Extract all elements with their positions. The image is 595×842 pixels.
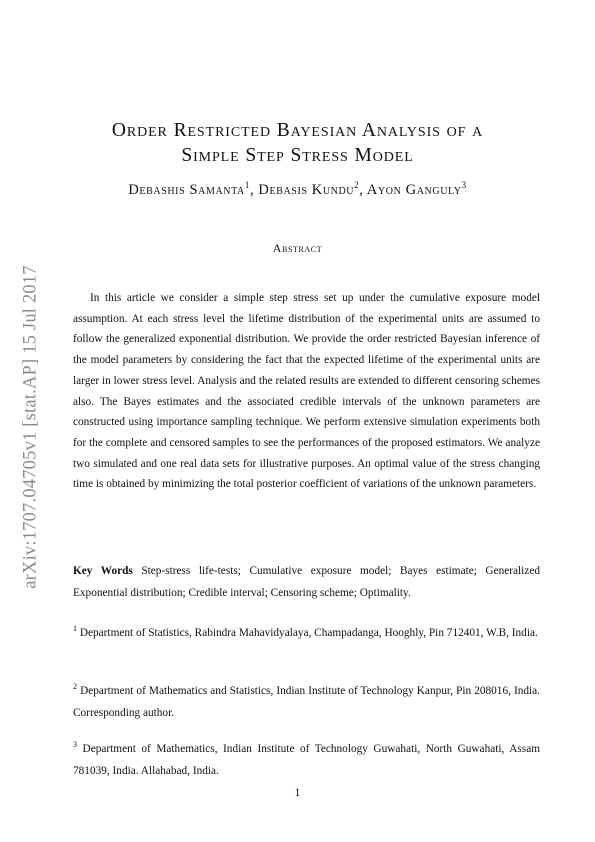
author-list: Debashis Samanta$^1$, Debasis Kundu$^2$, Ayon Ganguly$^3$ (128, 180, 467, 198)
keywords-text: Step-stress life-tests; Cumulative exposure model; Bayes estimate; Generalized Exponential distribution; Credible interval; Censoring scheme; Optimality. (73, 565, 540, 599)
page-number: 1 (294, 787, 301, 799)
arxiv-identifier (21, 247, 41, 607)
arxiv-identifier-text: arXiv:1707.04705v1 [stat.AP] 15 Jul 2017 (20, 265, 41, 589)
affiliation-text: Department of Mathematics and Statistics, Indian Institute of Technology Kanpur, Pin 208016, India. Corresponding author. (73, 684, 540, 719)
affiliation-mark: 3 (73, 740, 77, 749)
affiliation-1 (73, 618, 540, 644)
affiliation-text: Department of Mathematics, Indian Institute of Technology Guwahati, North Guwahati, Assam 781039, India. Allahabad, India. (73, 742, 540, 777)
affiliation-mark: 2 (73, 682, 77, 691)
keywords-paragraph (73, 560, 540, 604)
affiliation-3 (73, 734, 540, 782)
keywords-label: Key Words (73, 565, 133, 577)
paper-title (60, 118, 535, 168)
abstract-body: In this article we consider a simple step stress set up under the cumulative exposure model assumption. At each stress level the lifetime distribution of the experimental units are assumed to follow the generalized exponential distribution. We provide the order restricted Bayesian inference of the model parameters by considering the fact that the expected lifetime of the experimental units are larger in lower stress level. Analysis and the related results are extended to different censoring schemes also. The Bayes estimates and the associated credible intervals of the unknown parameters are constructed using importance sampling technique. We perform extensive simulation experiments both for the complete and censored samples to see the performances of the proposed estimators. We analyze two simulated and one real data sets for illustrative purposes. An optimal value of the stress changing time is obtained by minimizing the total posterior coefficient of variations of the unknown parameters. (73, 292, 540, 491)
affiliation-2 (73, 676, 540, 724)
affiliation-text: Department of Statistics, Rabindra Mahavidyalaya, Champadanga, Hooghly, Pin 712401, W.B, India. (79, 626, 538, 639)
paper-title-line-2: Simple Step Stress Model (181, 145, 414, 166)
author-name: Debasis Kundu (258, 181, 355, 198)
affiliation-mark: 1 (73, 624, 77, 633)
author-mark: 1 (244, 180, 250, 190)
abstract-heading: Abstract (272, 241, 323, 255)
author-mark: 3 (461, 180, 467, 190)
author-name: Ayon Ganguly (366, 181, 462, 198)
paper-title-line-1: Order Restricted Bayesian Analysis of a (111, 120, 484, 141)
author-name: Debashis Samanta (128, 181, 245, 198)
author-mark: 2 (354, 180, 360, 190)
